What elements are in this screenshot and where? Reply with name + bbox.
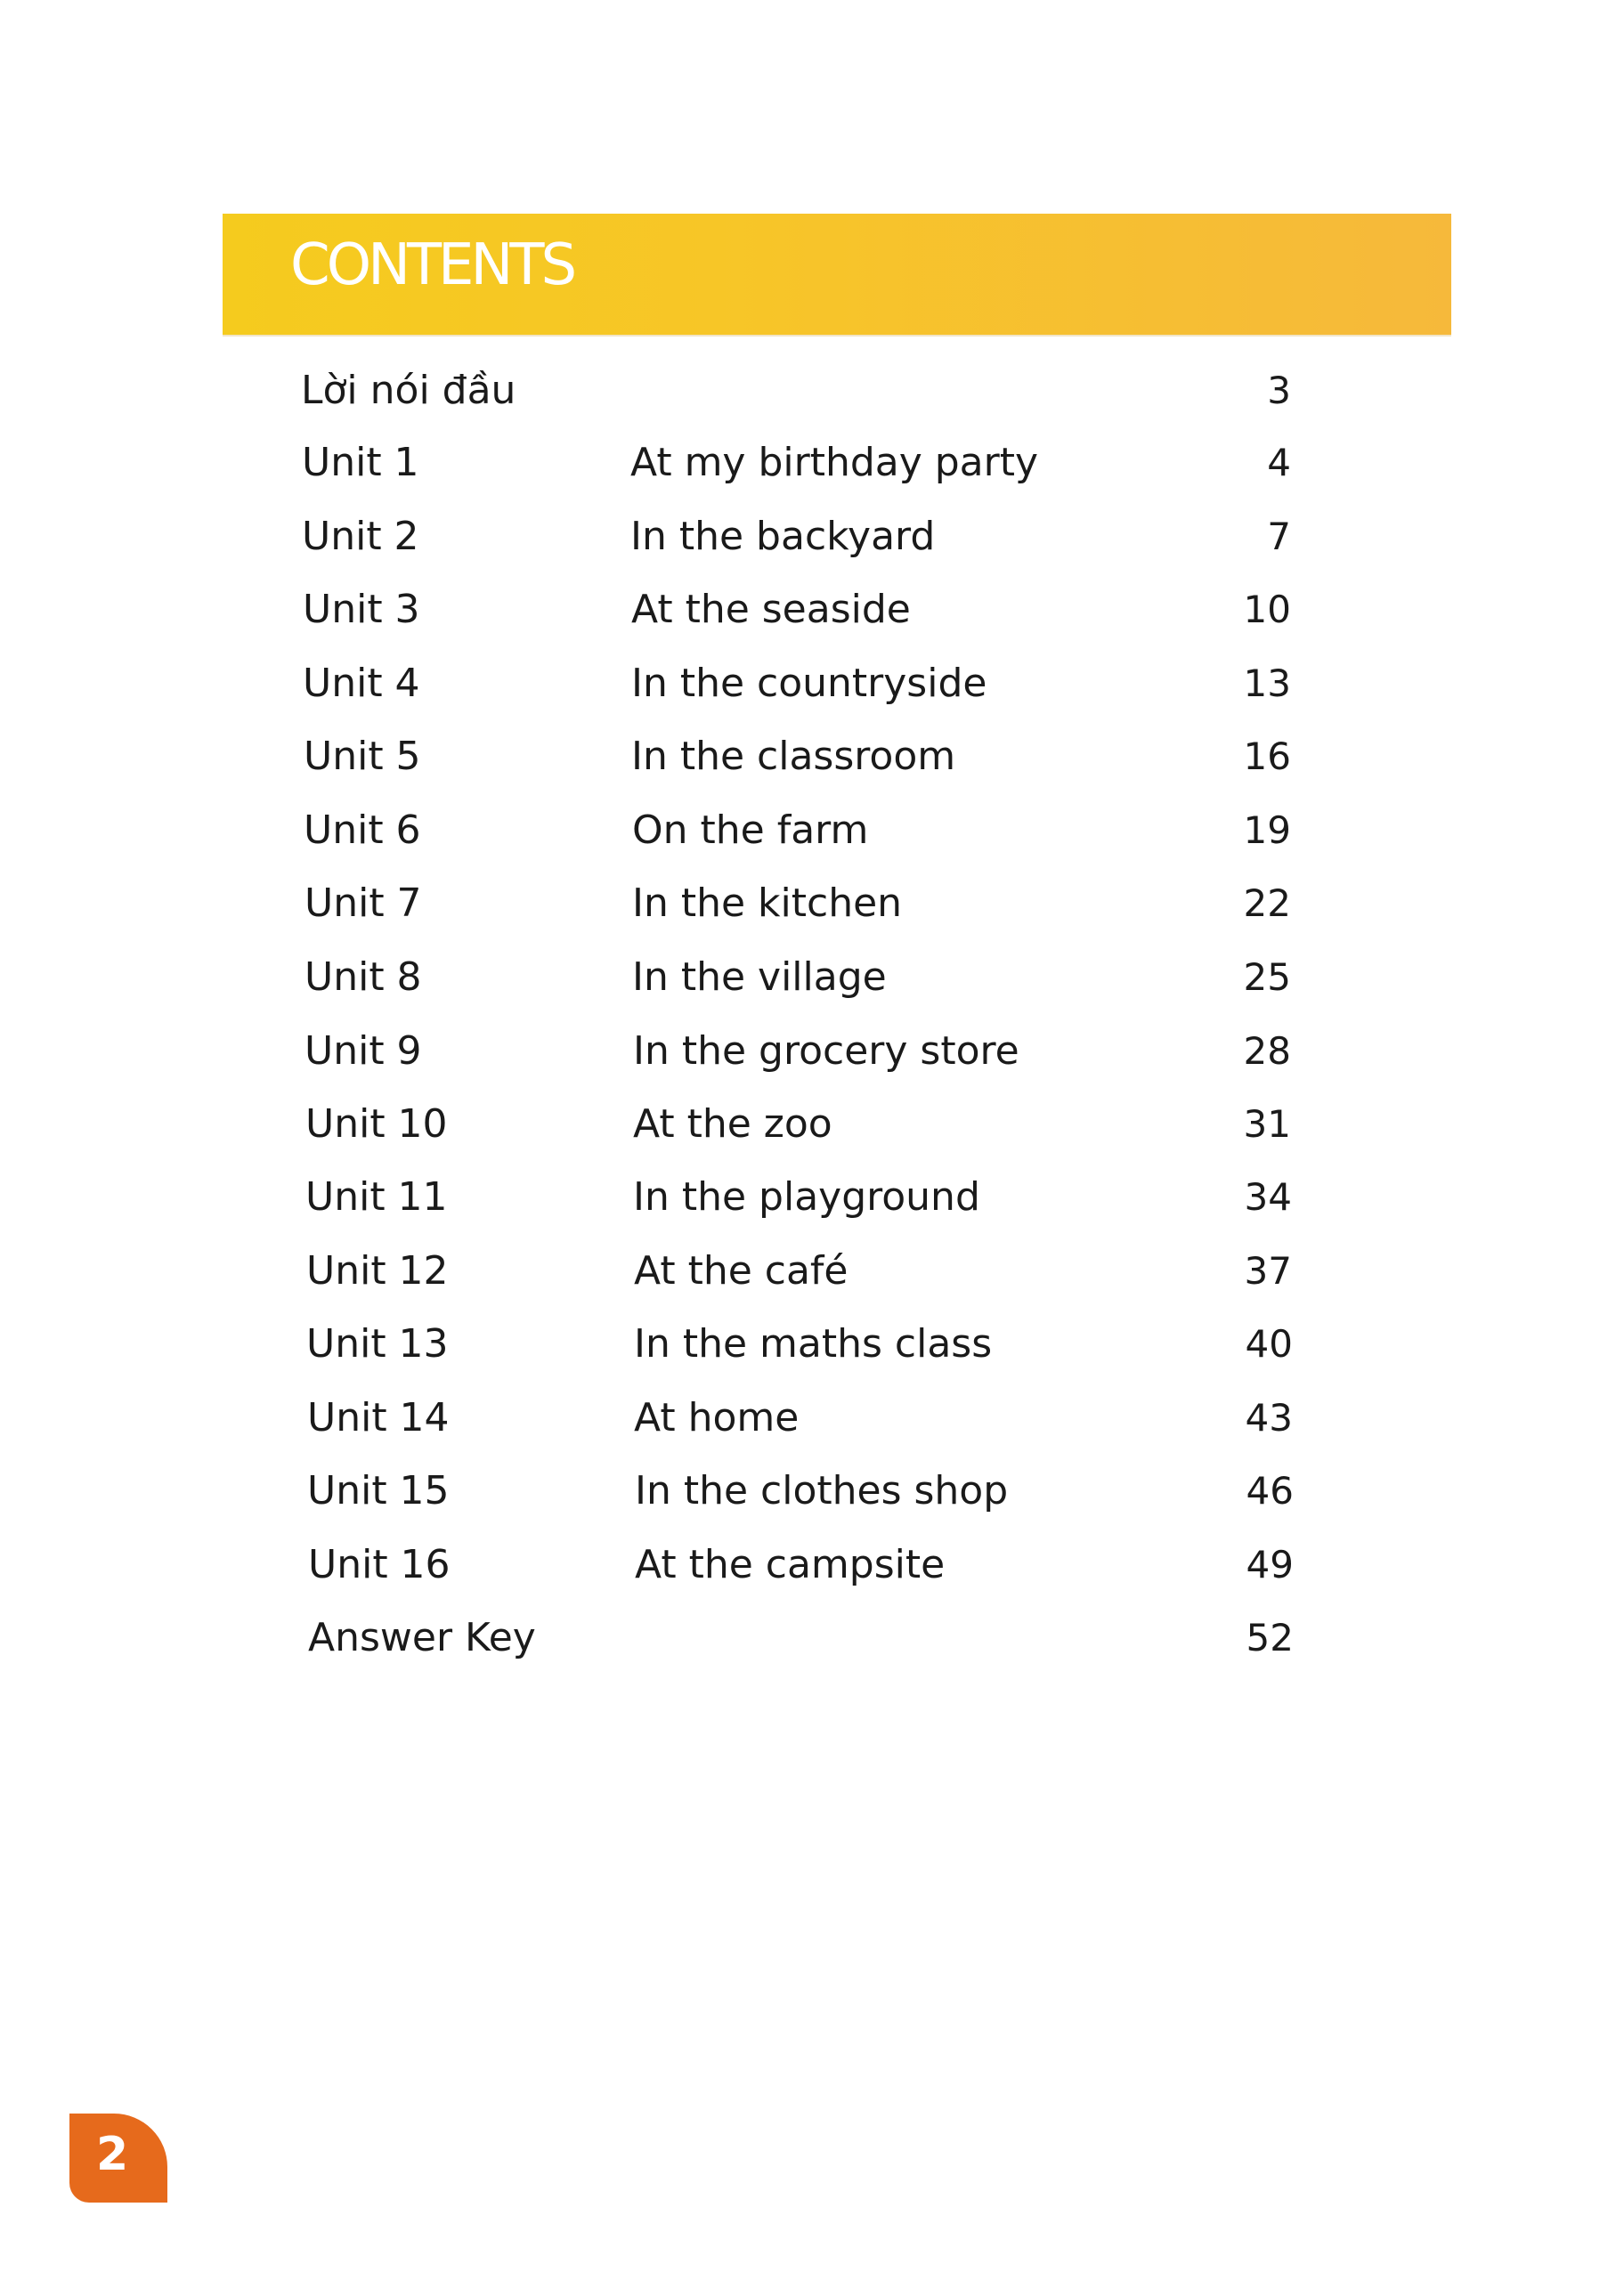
page-title: CONTENTS	[290, 232, 574, 298]
toc-unit-label: Unit 6	[304, 807, 421, 853]
toc-unit-label: Unit 11	[305, 1174, 448, 1220]
toc-page-number: 7	[1267, 515, 1291, 558]
toc-page-number: 49	[1246, 1543, 1294, 1586]
toc-unit-title: In the countryside	[631, 661, 987, 706]
toc-unit-label: Unit 15	[307, 1468, 450, 1513]
toc-unit-label: Unit 13	[306, 1321, 449, 1367]
toc-unit-label: Unit 3	[303, 587, 420, 632]
toc-page-number: 52	[1246, 1616, 1294, 1659]
toc-row[interactable]	[0, 1166, 1624, 1229]
toc-unit-title: In the village	[632, 954, 887, 1000]
toc-page-number: 25	[1243, 955, 1291, 999]
toc-page-number: 10	[1243, 588, 1291, 631]
toc-page-number: 40	[1245, 1322, 1293, 1366]
toc-unit-label: Unit 4	[303, 661, 420, 706]
toc-unit-title: At the seaside	[631, 587, 911, 632]
toc-unit-label: Unit 8	[304, 954, 422, 1000]
toc-row[interactable]	[0, 360, 1624, 422]
toc-unit-title: In the grocery store	[633, 1028, 1019, 1074]
toc-page-number: 16	[1243, 734, 1291, 778]
toc-unit-label: Unit 5	[304, 734, 421, 779]
toc-unit-label: Unit 9	[304, 1028, 422, 1074]
toc-row[interactable]	[0, 1534, 1624, 1596]
toc-row[interactable]	[0, 946, 1624, 1009]
toc-row[interactable]	[0, 506, 1624, 568]
toc-unit-title: In the maths class	[634, 1321, 993, 1367]
page-number: 2	[96, 2128, 129, 2181]
toc-row[interactable]	[0, 432, 1624, 494]
toc-unit-title: In the backyard	[630, 514, 936, 559]
toc-page-number: 3	[1267, 369, 1291, 412]
toc-unit-label: Unit 1	[302, 440, 419, 485]
toc-unit-title: At home	[634, 1395, 800, 1440]
toc-row[interactable]	[0, 579, 1624, 641]
toc-unit-label: Unit 2	[302, 514, 419, 559]
toc-page-number: 13	[1243, 661, 1291, 705]
toc-row[interactable]	[0, 1387, 1624, 1449]
toc-page-number: 19	[1243, 808, 1291, 852]
toc-unit-title: On the farm	[632, 807, 869, 853]
toc-unit-label: Unit 10	[305, 1101, 448, 1147]
toc-unit-title: In the kitchen	[632, 880, 903, 926]
toc-unit-label: Unit 7	[304, 880, 422, 926]
toc-row[interactable]	[0, 726, 1624, 788]
toc-page-number: 31	[1243, 1102, 1291, 1146]
toc-row[interactable]	[0, 1093, 1624, 1156]
toc-unit-title: In the classroom	[631, 734, 956, 779]
toc-unit-title: At my birthday party	[630, 440, 1039, 485]
toc-row[interactable]	[0, 1020, 1624, 1083]
toc-page-number: 34	[1244, 1175, 1292, 1219]
toc-row[interactable]	[0, 1460, 1624, 1522]
toc-row[interactable]	[0, 1313, 1624, 1375]
toc-page-number: 22	[1243, 881, 1291, 925]
toc-unit-label: Unit 16	[308, 1542, 451, 1587]
toc-page-number: 37	[1244, 1249, 1292, 1293]
toc-unit-title: At the zoo	[633, 1101, 832, 1147]
toc-unit-title: In the playground	[633, 1174, 980, 1220]
toc-unit-label: Answer Key	[308, 1615, 536, 1660]
toc-row[interactable]	[0, 653, 1624, 715]
toc-unit-label: Lời nói đầu	[301, 368, 516, 413]
toc-unit-title: In the clothes shop	[635, 1468, 1009, 1513]
toc-row[interactable]	[0, 1240, 1624, 1302]
toc-unit-label: Unit 12	[306, 1248, 449, 1294]
toc-row[interactable]	[0, 872, 1624, 935]
toc-page-number: 43	[1245, 1396, 1293, 1440]
toc-page-number: 28	[1243, 1029, 1291, 1073]
toc-row[interactable]	[0, 799, 1624, 862]
toc-unit-label: Unit 14	[307, 1395, 450, 1440]
toc-page-number: 46	[1246, 1469, 1294, 1513]
toc-row[interactable]	[0, 1607, 1624, 1669]
toc-unit-title: At the campsite	[635, 1542, 946, 1587]
toc-page-number: 4	[1267, 441, 1291, 484]
toc-unit-title: At the café	[634, 1248, 849, 1294]
